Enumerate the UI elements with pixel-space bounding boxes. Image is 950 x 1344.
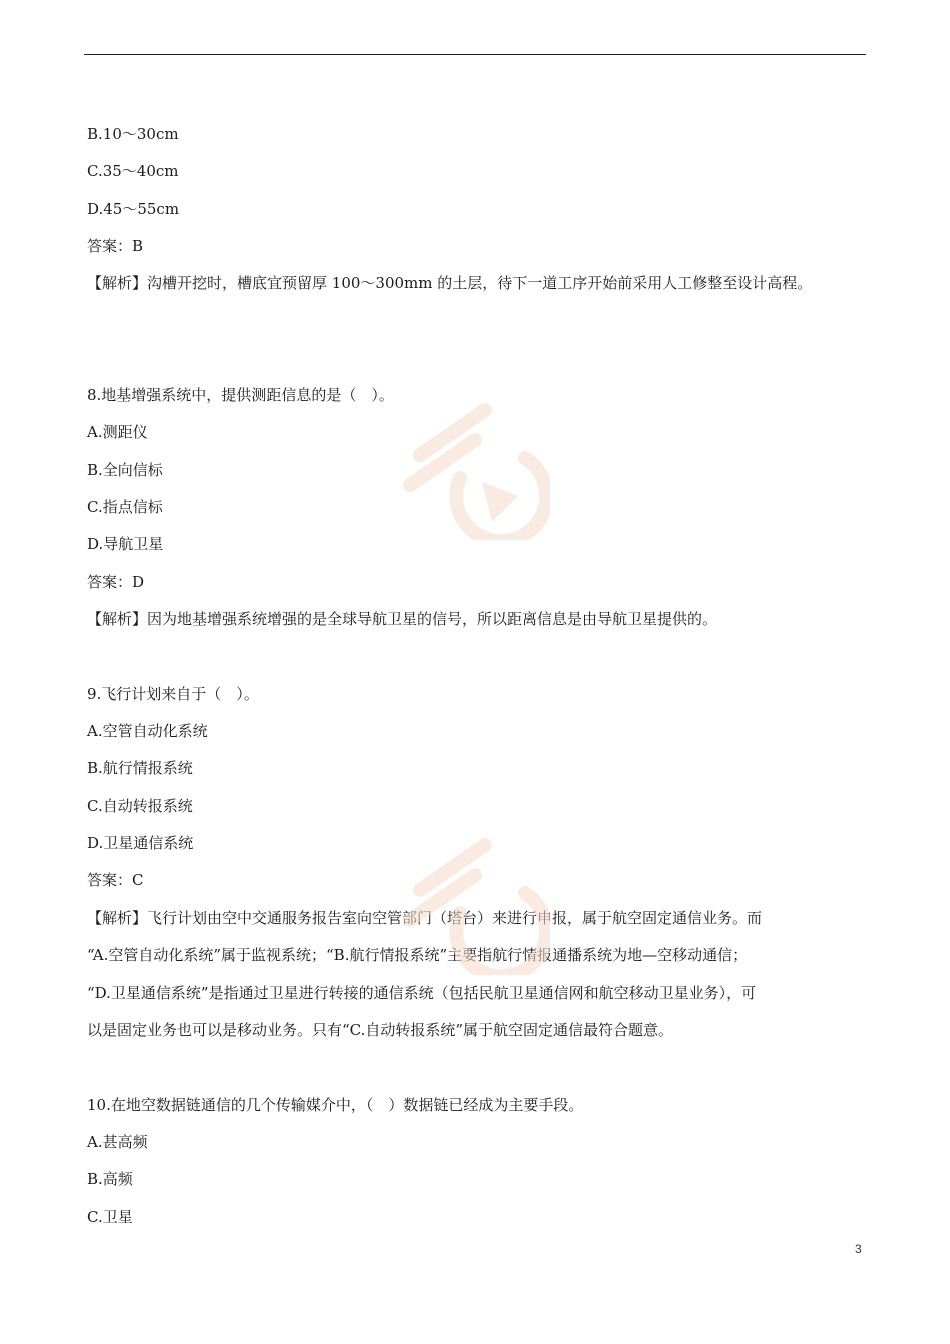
- q9-option-b: B.航行情报系统: [87, 759, 193, 777]
- q10-option-c: C.卫星: [87, 1208, 133, 1226]
- q8-option-b: B.全向信标: [87, 461, 163, 479]
- q10-option-a: A.甚高频: [87, 1133, 148, 1151]
- q7-analysis: 【解析】沟槽开挖时，槽底宜预留厚 100～300mm 的土层，待下一道工序开始前采用人工修整至设计高程。: [87, 274, 813, 292]
- q9-analysis-line-2: “A.空管自动化系统”属于监视系统；“B.航行情报系统”主要指航行情报通播系统为地—空移动通信；: [87, 946, 748, 964]
- q9-question: 9.飞行计划来自于（ ）。: [87, 685, 259, 703]
- q8-option-a: A.测距仪: [87, 423, 148, 441]
- q9-option-d: D.卫星通信系统: [87, 834, 194, 852]
- q8-option-c: C.指点信标: [87, 498, 163, 516]
- q9-analysis-line-4: 以是固定业务也可以是移动业务。只有“C.自动转报系统”属于航空固定通信最符合题意。: [87, 1021, 674, 1039]
- page-number: 3: [855, 1242, 862, 1256]
- q10-option-b: B.高频: [87, 1170, 133, 1188]
- q7-answer: 答案：B: [87, 237, 144, 255]
- q9-analysis-line-3: “D.卫星通信系统”是指通过卫星进行转接的通信系统（包括民航卫星通信网和航空移动卫星业务），可: [87, 984, 757, 1002]
- header-rule: [84, 54, 866, 55]
- q7-option-b: B.10～30cm: [87, 125, 179, 143]
- logo-watermark-icon: [400, 835, 550, 975]
- q8-analysis: 【解析】因为地基增强系统增强的是全球导航卫星的信号，所以距离信息是由导航卫星提供的。: [87, 610, 718, 628]
- logo-watermark-icon: [400, 400, 550, 540]
- q8-question: 8.地基增强系统中，提供测距信息的是（ ）。: [87, 386, 394, 404]
- q8-option-d: D.导航卫星: [87, 535, 164, 553]
- q9-option-c: C.自动转报系统: [87, 797, 193, 815]
- q7-option-c: C.35～40cm: [87, 162, 179, 180]
- q8-answer: 答案：D: [87, 573, 145, 591]
- q9-answer: 答案：C: [87, 871, 144, 889]
- q9-analysis-line-1: 【解析】飞行计划由空中交通服务报告室向空管部门（塔台）来进行申报，属于航空固定通信业务。而: [87, 909, 763, 927]
- q9-option-a: A.空管自动化系统: [87, 722, 208, 740]
- q7-option-d: D.45～55cm: [87, 200, 180, 218]
- q10-question: 10.在地空数据链通信的几个传输媒介中，（ ）数据链已经成为主要手段。: [87, 1096, 584, 1114]
